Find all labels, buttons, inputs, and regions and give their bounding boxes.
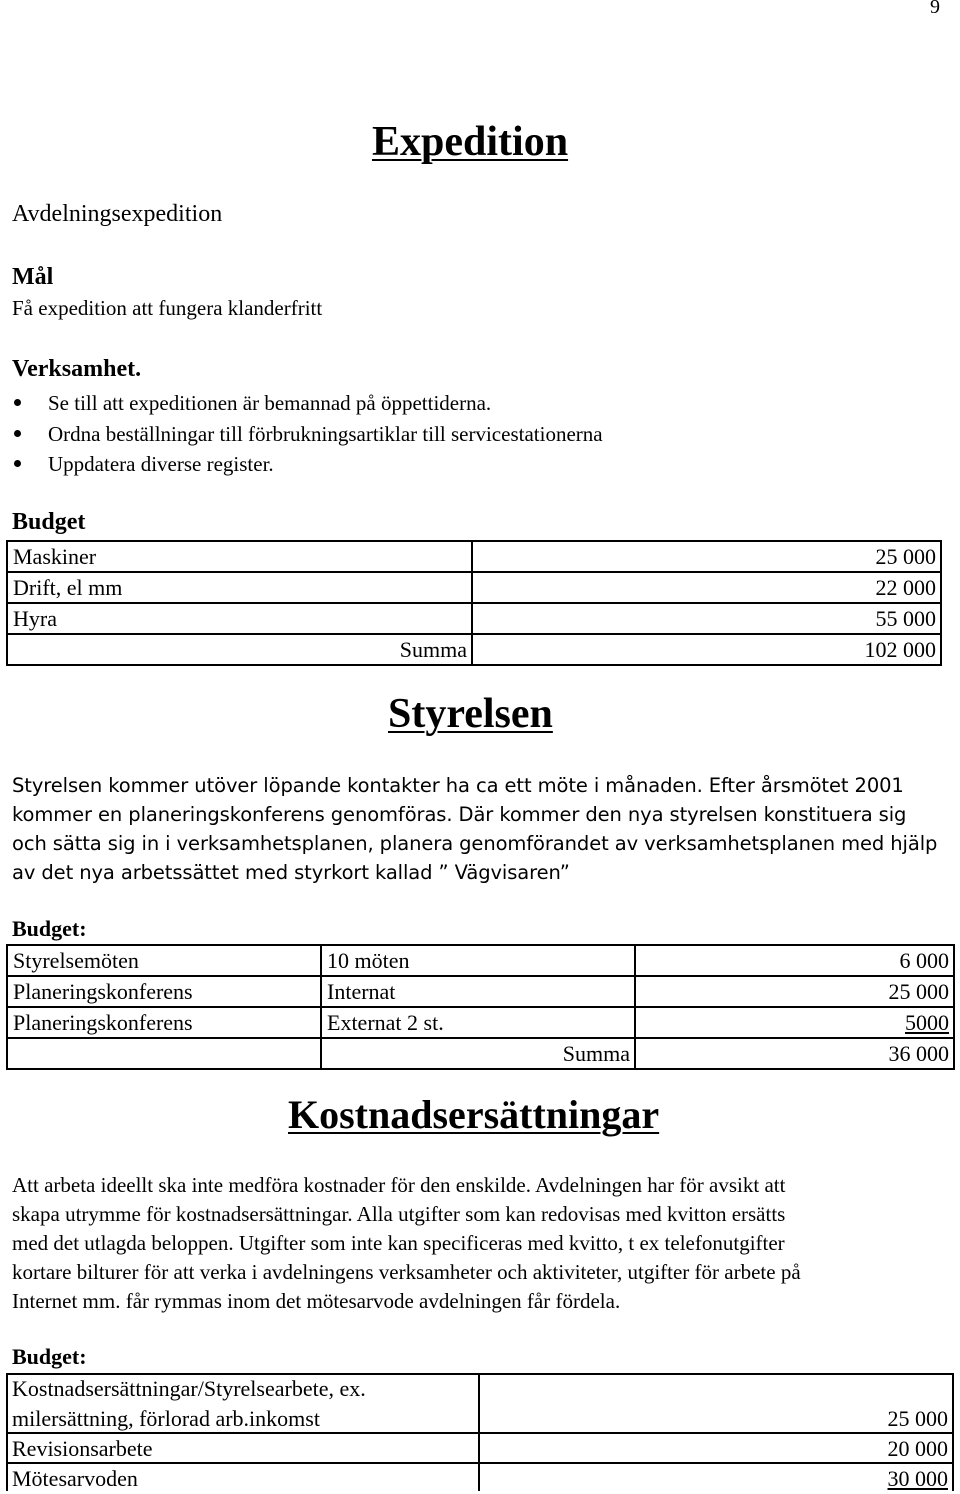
budget-sum-label: Summa [321, 1038, 635, 1069]
budget-label: Styrelsemöten [7, 945, 321, 976]
expedition-budget-heading: Budget [12, 509, 86, 535]
paragraph-line: skapa utrymme för kostnadsersättningar. Alla utgifter som kan redovisas med kvitton ersätts [12, 1202, 786, 1226]
budget-amount: 25 000 [635, 976, 954, 1007]
table-row [7, 1038, 954, 1069]
bullet-icon [14, 460, 21, 467]
budget-amount: 22 000 [472, 572, 941, 603]
budget-sum: 36 000 [635, 1038, 954, 1069]
styrelsen-paragraph [12, 771, 947, 887]
activity-heading: Verksamhet. [12, 356, 142, 382]
paragraph-line: Internet mm. får rymmas inom det mötesarvode avdelningen får fördela. [12, 1289, 621, 1313]
budget-amount: 55 000 [472, 603, 941, 634]
table-row [12, 1374, 948, 1404]
budget-label: milersättning, förlorad arb.inkomst [12, 1406, 320, 1431]
list-item: Ordna beställningar till förbrukningsartiklar till servicestationerna [12, 419, 603, 450]
budget-sum-label: Summa [7, 634, 472, 665]
budget-amount: 5000 [635, 1007, 954, 1038]
table-row [7, 603, 941, 634]
table-row [7, 541, 941, 572]
budget-label: Mötesarvoden [12, 1466, 138, 1491]
budget-label: Planeringskonferens [7, 976, 321, 1007]
table-row [12, 1464, 948, 1494]
budget-label: Hyra [7, 603, 472, 634]
expedition-title: Expedition [372, 119, 569, 165]
paragraph-line: och sätta sig in i verksamhetsplanen, planera genomförandet av verksamhetsplanen med hjälp [12, 832, 938, 855]
budget-label: Drift, el mm [7, 572, 472, 603]
styrelsen-budget-table [6, 944, 955, 1070]
goal-heading: Mål [12, 264, 54, 290]
budget-amount: 25 000 [472, 541, 941, 572]
budget-amount [478, 1374, 948, 1404]
table-row [7, 945, 954, 976]
bullet-icon [14, 430, 21, 437]
kostnad-budget-heading: Budget: [12, 1344, 87, 1369]
expedition-subtitle: Avdelningsexpedition [12, 201, 223, 227]
list-item: Uppdatera diverse register. [12, 449, 603, 480]
budget-amount: 20 000 [887, 1436, 948, 1461]
paragraph-line: Att arbeta ideellt ska inte medföra kostnader för den enskilde. Avdelningen har för avsikt att [12, 1173, 786, 1197]
kostnad-title: Kostnadsersättningar [288, 1092, 660, 1137]
page-number: 9 [930, 0, 940, 18]
budget-label: Maskiner [7, 541, 472, 572]
budget-amount: 25 000 [887, 1406, 948, 1431]
paragraph-line: kortare bilturer för att verka i avdelningens verksamheter och aktiviteter, utgifter för arbete på [12, 1260, 801, 1284]
activity-list [12, 388, 603, 480]
goal-text: Få expedition att fungera klanderfritt [12, 296, 323, 320]
budget-amount: 30 000 [887, 1466, 948, 1491]
styrelsen-title: Styrelsen [388, 691, 553, 737]
table-row [12, 1404, 948, 1434]
expedition-budget-table [6, 540, 942, 666]
budget-detail: 10 möten [321, 945, 635, 976]
budget-sum: 102 000 [472, 634, 941, 665]
budget-label: Kostnadsersättningar/Styrelsearbete, ex. [12, 1376, 366, 1401]
budget-label: Planeringskonferens [7, 1007, 321, 1038]
paragraph-line: av det nya arbetssättet med styrkort kallad ” Vägvisaren” [12, 861, 570, 884]
table-row [12, 1434, 948, 1464]
table-row [7, 634, 941, 665]
paragraph-line: kommer en planeringskonferens genomföras. Där kommer den nya styrelsen konstituera sig [12, 803, 907, 826]
bullet-icon [14, 399, 21, 406]
budget-label: Revisionsarbete [12, 1436, 153, 1461]
kostnad-paragraph [12, 1171, 947, 1316]
table-row [7, 1007, 954, 1038]
kostnad-budget-table [12, 1374, 948, 1494]
table-row [7, 976, 954, 1007]
list-item: Se till att expeditionen är bemannad på öppettiderna. [12, 388, 603, 419]
paragraph-line: med det utlagda beloppen. Utgifter som inte kan specificeras med kvitto, t ex telefonutgifter [12, 1231, 785, 1255]
styrelsen-budget-heading: Budget: [12, 916, 87, 941]
budget-detail: Internat [321, 976, 635, 1007]
paragraph-line: Styrelsen kommer utöver löpande kontakter ha ca ett möte i månaden. Efter årsmötet 2001 [12, 774, 904, 797]
budget-amount: 6 000 [635, 945, 954, 976]
empty-cell [7, 1038, 321, 1069]
budget-detail: Externat 2 st. [321, 1007, 635, 1038]
table-row [7, 572, 941, 603]
